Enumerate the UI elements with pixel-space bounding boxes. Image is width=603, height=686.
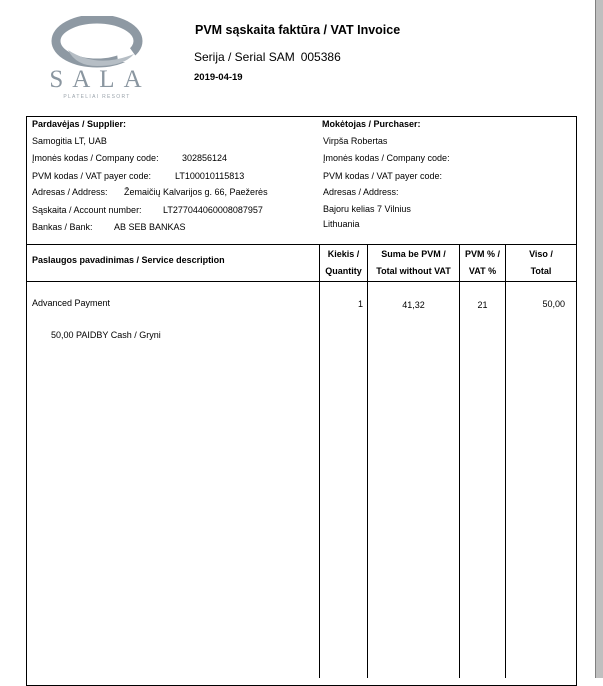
serial-number: 005386 <box>300 50 341 64</box>
col-header-quantity-2: Quantity <box>325 266 362 276</box>
row-quantity: 1 <box>357 299 363 309</box>
logo-wordmark: SALA <box>49 66 151 93</box>
row-net: 41,32 <box>402 300 425 310</box>
invoice-title: PVM sąskaita faktūra / VAT Invoice <box>195 23 401 37</box>
col-header-quantity-1: Kiekis / <box>327 249 360 259</box>
col-header-total-2: Total <box>530 266 552 276</box>
supplier-vat-code: LT100010115813 <box>175 171 245 181</box>
col-header-vat-2: VAT % <box>468 266 497 276</box>
supplier-bank-label: Bankas / Bank: <box>32 222 93 232</box>
col-divider-total <box>505 244 506 678</box>
table-header-divider <box>26 281 577 282</box>
purchaser-address-line1: Bajoru kelias 7 Vilnius <box>323 204 411 214</box>
supplier-account-label: Sąskaita / Account number: <box>32 205 142 215</box>
parties-divider <box>26 244 577 245</box>
row-vat: 21 <box>477 300 488 310</box>
sala-logo <box>38 16 156 102</box>
row-total: 50,00 <box>542 299 565 309</box>
col-divider-quantity <box>319 244 320 678</box>
invoice-frame <box>26 116 577 686</box>
supplier-heading: Pardavėjas / Supplier: <box>32 119 127 129</box>
row-description: Advanced Payment <box>32 298 111 308</box>
col-header-net-2: Total without VAT <box>376 266 451 276</box>
purchaser-company-code-label: Įmonės kodas / Company code: <box>323 153 450 163</box>
supplier-company-code-label: Įmonės kodas / Company code: <box>32 153 159 163</box>
purchaser-vat-code-label: PVM kodas / VAT payer code: <box>323 171 443 181</box>
supplier-company-code: 302856124 <box>182 153 228 163</box>
supplier-address-label: Adresas / Address: <box>32 187 108 197</box>
supplier-name: Samogitia LT, UAB <box>32 136 107 146</box>
col-header-vat-1: PVM % / <box>464 249 500 259</box>
supplier-bank: AB SEB BANKAS <box>114 222 186 232</box>
payment-note: 50,00 PAIDBY Cash / Gryni <box>51 330 161 340</box>
purchaser-address-label: Adresas / Address: <box>323 187 399 197</box>
page-shadow <box>596 0 603 678</box>
col-header-description: Paslaugos pavadinimas / Service description <box>32 255 225 265</box>
serial-label: Serija / Serial SAM <box>194 50 295 64</box>
col-header-net-1: Suma be PVM / <box>381 249 446 259</box>
serial-line <box>194 50 341 64</box>
col-header-total-1: Viso / <box>529 249 553 259</box>
purchaser-address-line2: Lithuania <box>323 219 360 229</box>
purchaser-name: Virpša Robertas <box>323 136 388 146</box>
supplier-vat-code-label: PVM kodas / VAT payer code: <box>32 171 152 181</box>
supplier-account: LT277044060008087957 <box>163 205 263 215</box>
invoice-date: 2019-04-19 <box>194 72 243 83</box>
supplier-address: Žemaičių Kalvarijos g. 66, Paežerės <box>124 187 268 197</box>
logo-mark-icon <box>38 16 156 68</box>
purchaser-heading: Mokėtojas / Purchaser: <box>322 119 421 129</box>
logo-tagline: PLATELIAI RESORT <box>63 94 131 100</box>
